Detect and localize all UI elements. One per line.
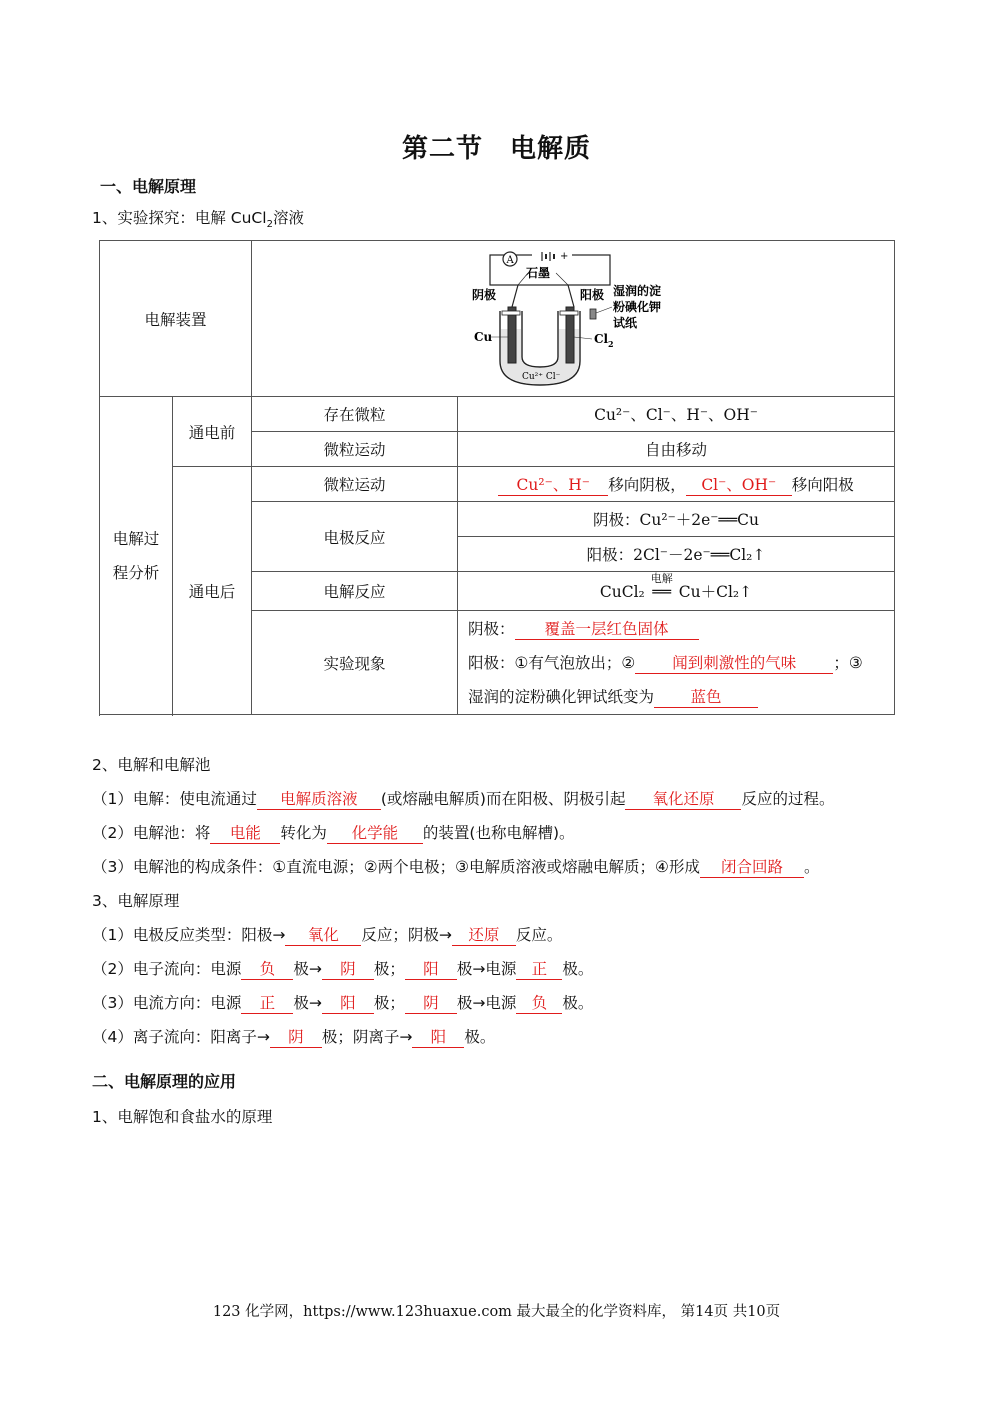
- q-1: （1）电极反应类型：阳极→ 氧化 反应；阴极→ 还原 反应。: [92, 926, 563, 944]
- obs2-blank: 闻到刺激性的气味: [635, 653, 833, 674]
- after-label-cell: [173, 467, 252, 715]
- electrolysis-apparatus-figure: [470, 249, 670, 389]
- q3-blank-3: 阴: [405, 993, 457, 1014]
- item-1-prefix: 1、实验探究：电解 CuCl: [92, 209, 267, 227]
- r4-cathode: 阴极：Cu²⁻＋2e⁻══Cu: [458, 502, 895, 537]
- para-2: （2）电解池：将 电能 转化为 化学能 的装置(也称电解槽)。: [92, 824, 575, 842]
- section-heading-2: 二、电解原理的应用: [92, 1072, 237, 1091]
- r5-condition-text: 电解: [650, 572, 673, 585]
- p3-blank-1: 闭合回路: [700, 857, 804, 878]
- r2-label: 微粒运动: [252, 432, 458, 467]
- svg-text:2: 2: [608, 338, 614, 349]
- device-label-cell: [100, 241, 252, 397]
- q-4: （4）离子流向：阳离子→ 阴 极；阴离子→ 阳 极。: [92, 1028, 496, 1046]
- before-label: 通电前: [188, 423, 236, 442]
- item-1-sub: 2: [266, 219, 273, 231]
- q2-blank-1: 负: [241, 959, 293, 980]
- graphite-label: 石墨: [526, 265, 551, 280]
- r3-value: [458, 467, 895, 502]
- obs3-blank: 蓝色: [654, 687, 758, 708]
- r6-observations: [458, 611, 895, 715]
- process-label-cell: [100, 397, 173, 715]
- r6-label: 实验现象: [252, 611, 458, 715]
- page-title: 第二节 电解质: [401, 134, 591, 164]
- para-1: （1）电解：使电流通过 电解质溶液 (或熔融电解质)而在阳极、阴极引起 氧化还原 反应的过程。: [92, 790, 835, 808]
- item-1-suffix: 溶液: [272, 209, 304, 227]
- cathode-label: 阴极: [472, 287, 497, 302]
- u-tube-inner: [522, 311, 558, 367]
- q3-blank-1: 正: [241, 993, 293, 1014]
- r5-condition: 电解 ══: [645, 583, 679, 601]
- analysis-table: [99, 240, 895, 715]
- obs-line-3: 湿润的淀粉碘化钾试纸变为 蓝色: [468, 680, 894, 714]
- r3-blank-1: Cu²⁻、H⁻: [498, 475, 608, 496]
- process-label-2: 程分析: [112, 563, 160, 582]
- p1-blank-1: 电解质溶液: [257, 789, 381, 810]
- q3-blank-4: 负: [516, 993, 562, 1014]
- paper-label-1: 湿润的淀: [613, 283, 662, 298]
- r4-label: 电极反应: [252, 502, 458, 572]
- q2-blank-2: 阴: [322, 959, 374, 980]
- section-heading-1: 一、电解原理: [100, 177, 197, 196]
- r3-text-1: 移向阴极，: [608, 475, 686, 494]
- paper-label-3: 试纸: [613, 315, 638, 330]
- p2-blank-2: 化学能: [327, 823, 423, 844]
- cu-label: Cu: [474, 329, 493, 344]
- q2-blank-3: 阳: [405, 959, 457, 980]
- q1-blank-1: 氧化: [285, 925, 361, 946]
- r4-anode: 阳极：2Cl⁻－2e⁻══Cl₂↑: [458, 537, 895, 572]
- paper-label-2: 粉碘化钾: [613, 299, 662, 314]
- before-label-cell: [173, 397, 252, 467]
- device-label: 电解装置: [144, 310, 207, 329]
- test-paper-icon: [590, 309, 596, 319]
- r1-label: 存在微粒: [252, 397, 458, 432]
- process-label-1: 电解过: [112, 529, 160, 548]
- cl2-label: Cl: [594, 331, 609, 346]
- obs1-blank: 覆盖一层红色固体: [515, 619, 699, 640]
- anode-label: 阳极: [580, 287, 605, 302]
- r1-value: Cu²⁻、Cl⁻、H⁻、OH⁻: [458, 397, 895, 432]
- q4-blank-1: 阴: [270, 1027, 322, 1048]
- r5-label: 电解反应: [252, 572, 458, 611]
- ammeter-label: A: [506, 254, 514, 266]
- r5-equation: [458, 572, 895, 611]
- item-1-heading: [92, 207, 304, 236]
- ions-label: Cu²⁺ Cl⁻: [522, 371, 561, 382]
- q3-blank-2: 阳: [322, 993, 374, 1014]
- r3-text-2: 移向阳极: [791, 475, 854, 494]
- q-2: （2）电子流向：电源 负 极→ 阴 极； 阳 极→电源 正 极。: [92, 960, 594, 978]
- p2-blank-1: 电能: [210, 823, 280, 844]
- item-4-heading: 1、电解饱和食盐水的原理: [92, 1108, 273, 1126]
- obs-line-2: 阳极：①有气泡放出；② 闻到刺激性的气味 ；③: [468, 653, 863, 672]
- p1-blank-2: 氧化还原: [625, 789, 741, 810]
- after-label: 通电后: [188, 582, 236, 601]
- item-3-heading: 3、电解原理: [92, 892, 180, 910]
- page-footer: 123 化学网，https://www.123huaxue.com 最大最全的化学资料库， 第14页 共10页: [212, 1304, 781, 1320]
- device-figure-cell: [252, 241, 895, 397]
- svg-text:+: +: [560, 250, 569, 262]
- r3-blank-2: Cl⁻、OH⁻: [686, 475, 792, 496]
- q4-blank-2: 阳: [412, 1027, 464, 1048]
- obs-line-1: 阴极： 覆盖一层红色固体: [468, 612, 894, 646]
- q1-blank-2: 还原: [452, 925, 516, 946]
- para-3: （3）电解池的构成条件：①直流电源；②两个电极；③电解质溶液或熔融电解质；④形成 闭合回路 。: [92, 858, 820, 876]
- item-2-heading: 2、电解和电解池: [92, 756, 211, 774]
- q-3: （3）电流方向：电源 正 极→ 阳 极； 阴 极→电源 负 极。: [92, 994, 594, 1012]
- q2-blank-4: 正: [516, 959, 562, 980]
- r5-right: Cu＋Cl₂↑: [678, 583, 753, 601]
- r3-label: 微粒运动: [252, 467, 458, 502]
- r2-value: 自由移动: [458, 432, 895, 467]
- r5-left: CuCl₂: [599, 583, 645, 601]
